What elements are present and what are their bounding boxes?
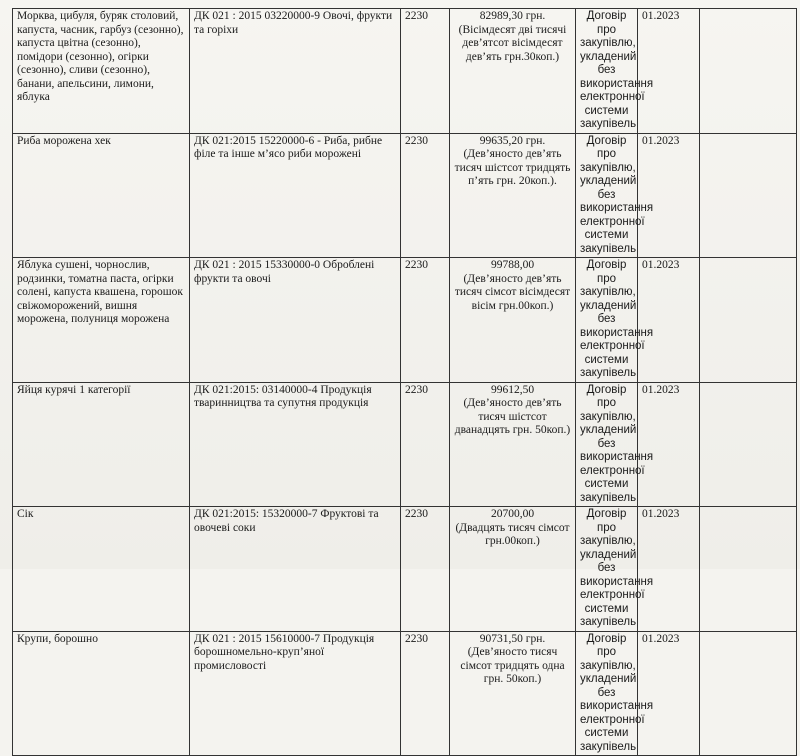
- cpv-code: ДК 021 : 2015 15610000-7 Продукція борошномельно-круп’яної промисловості: [190, 631, 401, 756]
- procurement-procedure: Договір про закупівлю, укладений без використання електронної системи закупівель: [576, 9, 638, 134]
- kekv-code: 2230: [401, 507, 450, 632]
- expected-cost: [450, 382, 576, 507]
- table-row: [13, 507, 797, 632]
- kekv-code: 2230: [401, 631, 450, 756]
- amount-in-words: (Дев’яносто дев’ять тисяч сімсот вісімдесят вісім грн.00коп.): [454, 272, 571, 312]
- amount-in-words: (Дев’яносто дев’ять тисяч шістсот дванадцять грн. 50коп.): [454, 397, 571, 436]
- cpv-code: ДК 021:2015 15220000-6 - Риба, рибне філе та інше м’ясо риби морожені: [190, 133, 401, 258]
- notes-cell: [700, 382, 797, 507]
- table-row: [13, 9, 797, 134]
- cpv-code: ДК 021:2015: 03140000-4 Продукція тваринництва та супутня продукція: [190, 382, 401, 507]
- amount-value: 99788,00: [490, 259, 535, 271]
- item-name: Яблука сушені, чорнослив, родзинки, томатна паста, огірки солені, капуста квашена, горошок свіжоморожений, вишня морожена, полуниця морожена: [13, 258, 190, 383]
- notes-cell: [700, 258, 797, 383]
- notes-cell: [700, 9, 797, 134]
- amount-in-words: (Вісімдесят дві тисячі дев’ятсот вісімдесят дев’ять грн.30коп.): [458, 23, 567, 63]
- table-row: [13, 631, 797, 756]
- table-row: [13, 133, 797, 258]
- expected-cost: [450, 507, 576, 632]
- expected-cost: [450, 133, 576, 258]
- kekv-code: 2230: [401, 9, 450, 134]
- cpv-code: ДК 021 : 2015 03220000-9 Овочі, фрукти та горіхи: [190, 9, 401, 134]
- amount-value: 82989,30 грн.: [479, 10, 546, 22]
- start-date: 01.2023: [638, 631, 700, 756]
- start-date: 01.2023: [638, 507, 700, 632]
- notes-cell: [700, 631, 797, 756]
- expected-cost: [450, 9, 576, 134]
- amount-value: 99612,50: [490, 383, 535, 396]
- amount-in-words: (Дев’яносто дев’ять тисяч шістсот тридцять п’ять грн. 20коп.).: [454, 148, 571, 187]
- start-date: 01.2023: [638, 9, 700, 134]
- notes-cell: [700, 507, 797, 632]
- table-row: [13, 258, 797, 383]
- procurement-table: [12, 8, 797, 756]
- notes-cell: [700, 133, 797, 258]
- start-date: 01.2023: [638, 258, 700, 383]
- item-name: Крупи, борошно: [13, 631, 190, 756]
- kekv-code: 2230: [401, 382, 450, 507]
- start-date: 01.2023: [638, 133, 700, 258]
- kekv-code: 2230: [401, 258, 450, 383]
- item-name: Риба морожена хек: [13, 133, 190, 258]
- procurement-procedure: Договір про закупівлю, укладений без використання електронної системи закупівель: [576, 382, 638, 507]
- item-name: Сік: [13, 507, 190, 632]
- amount-in-words: (Дев’яносто тисяч сімсот тридцять одна грн. 50коп.): [460, 646, 565, 685]
- cpv-code: ДК 021 : 2015 15330000-0 Оброблені фрукти та овочі: [190, 258, 401, 383]
- cpv-code: ДК 021:2015: 15320000-7 Фруктові та овочеві соки: [190, 507, 401, 632]
- expected-cost: [450, 631, 576, 756]
- amount-value: 20700,00: [490, 508, 535, 520]
- amount-value: 90731,50 грн.: [479, 632, 546, 645]
- amount-value: 99635,20 грн.: [479, 134, 546, 147]
- kekv-code: 2230: [401, 133, 450, 258]
- procurement-procedure: Договір про закупівлю, укладений без використання електронної системи закупівель: [576, 258, 638, 383]
- table-row: [13, 382, 797, 507]
- start-date: 01.2023: [638, 382, 700, 507]
- procurement-procedure: Договір про закупівлю, укладений без використання електронної системи закупівель: [576, 631, 638, 756]
- procurement-procedure: Договір про закупівлю, укладений без використання електронної системи закупівель: [576, 507, 638, 632]
- item-name: Морква, цибуля, буряк столовий, капуста, часник, гарбуз (сезонно), капуста цвітна (сезонно), помідори (сезонно), огірки (сезонно), сливи (сезонно), банани, апельсини, лимони, яблука: [13, 9, 190, 134]
- procurement-procedure: Договір про закупівлю, укладений без використання електронної системи закупівель: [576, 133, 638, 258]
- item-name: Яйця курячі 1 категорії: [13, 382, 190, 507]
- amount-in-words: (Двадцять тисяч сімсот грн.00коп.): [455, 521, 570, 547]
- expected-cost: [450, 258, 576, 383]
